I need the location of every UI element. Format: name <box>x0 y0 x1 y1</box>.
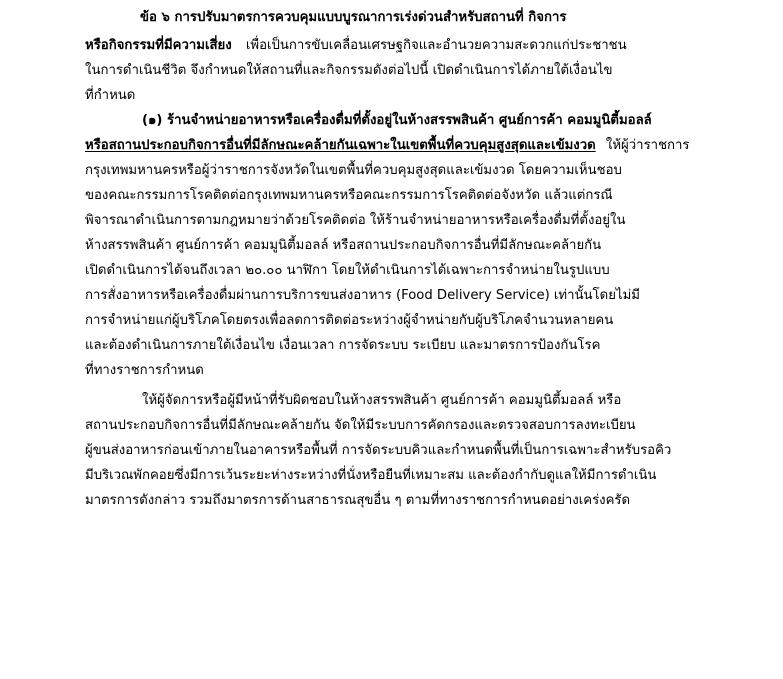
paragraph-2-line-2: สถานประกอบกิจการอื่นที่มีลักษณะคล้ายกัน จัดให้มีระบบการคัดกรองและตรวจสอบการลงทะเบียน <box>85 418 636 433</box>
item-1-line-5: พิจารณาดำเนินการตามกฎหมายว่าด้วยโรคติดต่อ ให้ร้านจำหน่ายอาหารหรือเครื่องดื่มที่ตั้งอยู่ใน <box>85 213 626 228</box>
item-1-line-8: การสั่งอาหารหรือเครื่องดื่มผ่านการบริการขนส่งอาหาร (Food Delivery Service) เท่านั้นโดยไม่มี <box>85 288 640 303</box>
paragraph-2-line-4: มีบริเวณพักคอยซึ่งมีการเว้นระยะห่างระหว่างที่นั่งหรือยืนที่เหมาะสม และต้องกำกับดูแลให้มีการดำเนิน <box>85 468 657 483</box>
item-1-line-2 <box>85 136 690 158</box>
section-intro-line-2: ในการดำเนินชีวิต จึงกำหนดให้สถานที่และกิจกรรมดังต่อไปนี้ เปิดดำเนินการได้ภายใต้เงื่อนไข <box>85 63 613 78</box>
item-1-line-7: เปิดดำเนินการได้จนถึงเวลา ๒๐.๐๐ นาฬิกา โดยให้ดำเนินการได้เฉพาะการจำหน่ายในรูปแบบ <box>85 263 610 278</box>
item-1-heading: (๑) ร้านจำหน่ายอาหารหรือเครื่องดื่มที่ตั้งอยู่ในห้างสรรพสินค้า ศูนย์การค้า คอมมูนิตี้มอลล์ <box>142 113 652 128</box>
paragraph-2-line-1: ให้ผู้จัดการหรือผู้มีหน้าที่รับผิดชอบในห้างสรรพสินค้า ศูนย์การค้า คอมมูนิตี้มอลล์ หรือ <box>142 393 622 408</box>
item-1-line-9: การจำหน่ายแก่ผู้บริโภคโดยตรงเพื่อลดการติดต่อระหว่างผู้จำหน่ายกับผู้บริโภคจำนวนหลายคน <box>85 313 614 328</box>
item-1-line-10: และต้องดำเนินการภายใต้เงื่อนไข เงื่อนเวลา การจัดระบบ ระเบียบ และมาตรการป้องกันโรค <box>85 338 601 353</box>
item-1-zone-text: หรือสถานประกอบกิจการอื่นที่มีลักษณะคล้ายกันเฉพาะในเขตพื้นที่ควบคุมสูงสุดและเข้มงวด <box>85 138 596 153</box>
section-heading-continuation: หรือกิจกรรมที่มีความเสี่ยง <box>85 38 232 53</box>
paragraph-2-line-5: มาตรการดังกล่าว รวมถึงมาตรการด้านสาธารณสุขอื่น ๆ ตามที่ทางราชการกำหนดอย่างเคร่งครัด <box>85 493 631 508</box>
section-heading: ข้อ ๖ การปรับมาตรการควบคุมแบบบูรณาการเร่งด่วนสำหรับสถานที่ กิจการ <box>140 10 567 25</box>
paragraph-2-line-3: ผู้ขนส่งอาหารก่อนเข้าภายในอาคารหรือพื้นที่ การจัดระบบคิวและกำหนดพื้นที่เป็นการเฉพาะสำหรับรอคิว <box>85 443 672 458</box>
item-1-line-3: กรุงเทพมหานครหรือผู้ว่าราชการจังหวัดในเขตพื้นที่ควบคุมสูงสุดและเข้มงวด โดยความเห็นชอบ <box>85 163 622 178</box>
item-1-line-4: ของคณะกรรมการโรคติดต่อกรุงเทพมหานครหรือคณะกรรมการโรคติดต่อจังหวัด แล้วแต่กรณี <box>85 188 613 203</box>
section-intro-text: เพื่อเป็นการขับเคลื่อนเศรษฐกิจและอำนวยความสะดวกแก่ประชาชน <box>245 38 627 53</box>
section-intro-line-1 <box>85 36 627 58</box>
section-intro-line-3: ที่กำหนด <box>85 88 136 103</box>
item-1-line-11: ที่ทางราชการกำหนด <box>85 363 204 378</box>
item-1-line-2-rest: ให้ผู้ว่าราชการ <box>605 138 690 153</box>
item-1-line-6: ห้างสรรพสินค้า ศูนย์การค้า คอมมูนิตี้มอลล์ หรือสถานประกอบกิจการอื่นที่มีลักษณะคล้ายกัน <box>85 238 602 253</box>
